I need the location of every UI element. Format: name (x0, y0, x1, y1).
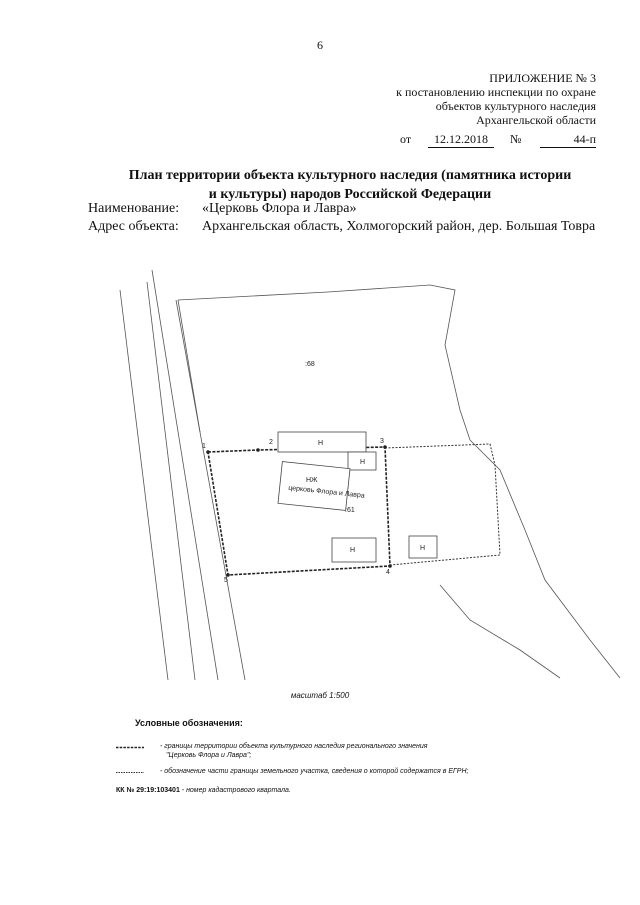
legend-item-kk (116, 787, 291, 794)
address-value: Архангельская область, Холмогорский район, дер. Большая Товра (202, 219, 596, 234)
point-label: 2 (269, 439, 273, 446)
legend-item-heritage (116, 742, 586, 762)
date-prefix: от (400, 132, 412, 146)
road-lines (120, 270, 245, 680)
right-parcel-boundary (470, 440, 620, 678)
address-label: Адрес объекта: (88, 219, 179, 234)
boundary-point (383, 445, 387, 449)
building-label: Н (318, 440, 324, 447)
egrn-boundary-line (385, 444, 500, 565)
boundary-point (388, 564, 392, 568)
legend-item-egrn (116, 767, 586, 779)
appendix-title: ПРИЛОЖЕНИЕ № 3 (489, 71, 596, 85)
point-label: 4 (386, 569, 390, 576)
building-label: НЖ (306, 477, 318, 484)
name-label: Наименование: (88, 201, 180, 216)
heritage-line-swatch (116, 746, 144, 749)
scale-label: масштаб 1:500 (290, 691, 350, 700)
order-number: 44-п (540, 132, 596, 148)
legend-text: - обозначение части границы земельного участка, сведения о которой содержатся в ЕГРН; (160, 768, 469, 775)
legend-text-line: - границы территории объекта культурного наследия регионального значения (160, 743, 428, 750)
parcel-61-label: :61 (345, 507, 355, 514)
point-label: 5 (224, 577, 228, 584)
boundary-point (256, 448, 260, 452)
order-date-number (400, 132, 596, 148)
building-label: Н (350, 547, 356, 554)
legend-text-line: "Церковь Флора и Лавра"; (166, 752, 252, 759)
parcel-68-boundary (178, 285, 470, 440)
plan-title-line: и культуры) народов Российской Федерации (208, 187, 492, 202)
appendix-line: Архангельской области (476, 113, 596, 127)
plan-title-line: План территории объекта культурного наследия (памятника истории (128, 168, 572, 183)
egrn-line-swatch (116, 771, 144, 774)
order-date: 12.12.2018 (428, 132, 494, 148)
building-label: Н (420, 545, 426, 552)
plan-title (100, 166, 600, 204)
page-number: 6 (317, 38, 323, 52)
building-label: Н (360, 459, 366, 466)
point-label: 3 (380, 438, 384, 445)
number-prefix: № (510, 132, 522, 146)
legend-title: Условные обозначения: (135, 718, 243, 728)
parcel-68-label: :68 (305, 361, 315, 368)
appendix-line: к постановлению инспекции по охране (396, 85, 596, 99)
appendix-line: объектов культурного наследия (435, 99, 596, 113)
name-value: «Церковь Флора и Лавра» (202, 201, 357, 216)
site-plan-map (0, 262, 640, 682)
legend-text (160, 742, 428, 760)
boundary-point (206, 450, 210, 454)
cadastral-quarter-desc: - номер кадастрового квартала. (179, 787, 291, 794)
cadastral-quarter-number: КК № 29:19:103401 (116, 787, 180, 794)
point-label: 1 (202, 443, 206, 450)
church-label: церковь Флора и Лавра (287, 484, 366, 500)
